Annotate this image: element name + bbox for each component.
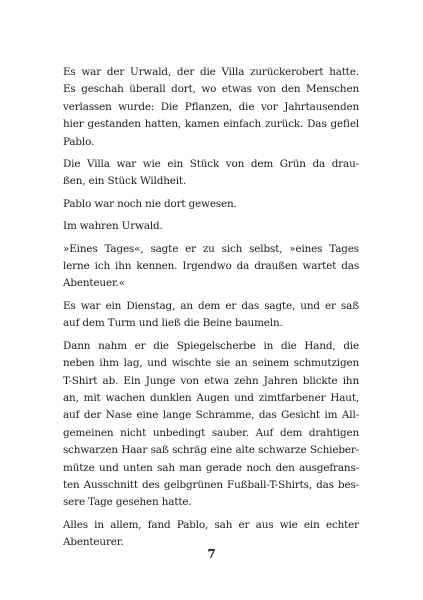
text-line: Dann nahm er die Spiegelscherbe in die Hand, die	[63, 339, 359, 352]
text-line: ten Ausschnitt des gelbgrünen Fußball-T-Shirts, das bes-	[63, 478, 359, 491]
text-line: lerne ich ihn kennen. Irgendwo da draußen wartet das	[63, 260, 359, 273]
page-number: 7	[207, 547, 216, 561]
text-line: Pablo.	[63, 135, 95, 148]
paragraph	[63, 64, 359, 151]
text-line: Pablo war noch nie dort gewesen.	[63, 197, 237, 210]
paragraph	[63, 196, 359, 213]
text-line: neben ihm lag, und wischte sie an seinem schmutzigen	[63, 357, 359, 370]
text-line: Es geschah überall dort, wo etwas von den Menschen	[63, 83, 359, 96]
text-line: auf der Nase eine lange Schramme, das Gesicht im All-	[63, 409, 359, 422]
text-line: sere Tage gesehen hatte.	[63, 496, 192, 509]
text-line: Die Villa war wie ein Stück von dem Grün da drau-	[63, 158, 359, 171]
text-line: auf dem Turm und ließ die Beine baumeln.	[63, 317, 283, 330]
paragraph	[63, 298, 359, 333]
text-line: Im wahren Urwald.	[63, 220, 163, 233]
text-line: ßen, ein Stück Wildheit.	[63, 175, 187, 188]
text-line: gemeinen nicht unbedingt sauber. Auf dem drahtigen	[63, 426, 359, 439]
text-line: mütze und unten sah man gerade noch den ausgefrans-	[63, 461, 359, 474]
text-line: Abenteurer.	[63, 536, 124, 549]
text-line: schwarzen Haar saß schräg eine alte schwarze Schieber-	[63, 444, 359, 457]
text-line: Alles in allem, fand Pablo, sah er aus wie ein echter	[63, 518, 359, 531]
paragraph	[63, 156, 359, 191]
paragraph	[63, 218, 359, 235]
text-line: »Eines Tages«, sagte er zu sich selbst, »eines Tages	[63, 242, 359, 255]
text-line: Es war der Urwald, der die Villa zurückerobert hatte.	[63, 66, 359, 78]
text-line: Abenteuer.«	[63, 277, 125, 290]
text-line: an, mit wachen dunklen Augen und zimtfarbener Haut,	[63, 391, 359, 404]
text-line: Es war ein Dienstag, an dem er das sagte, und er saß	[63, 299, 359, 312]
body-text	[63, 64, 359, 557]
paragraph	[63, 338, 359, 512]
text-line: T-Shirt ab. Ein Junge von etwa zehn Jahren blickte ihn	[63, 374, 359, 387]
text-line: hier gestanden hatten, kamen einfach zurück. Das gefiel	[63, 118, 359, 131]
text-line: verlassen wurde: Die Pflanzen, die vor Jahrtausenden	[63, 100, 359, 113]
paragraph	[63, 241, 359, 293]
